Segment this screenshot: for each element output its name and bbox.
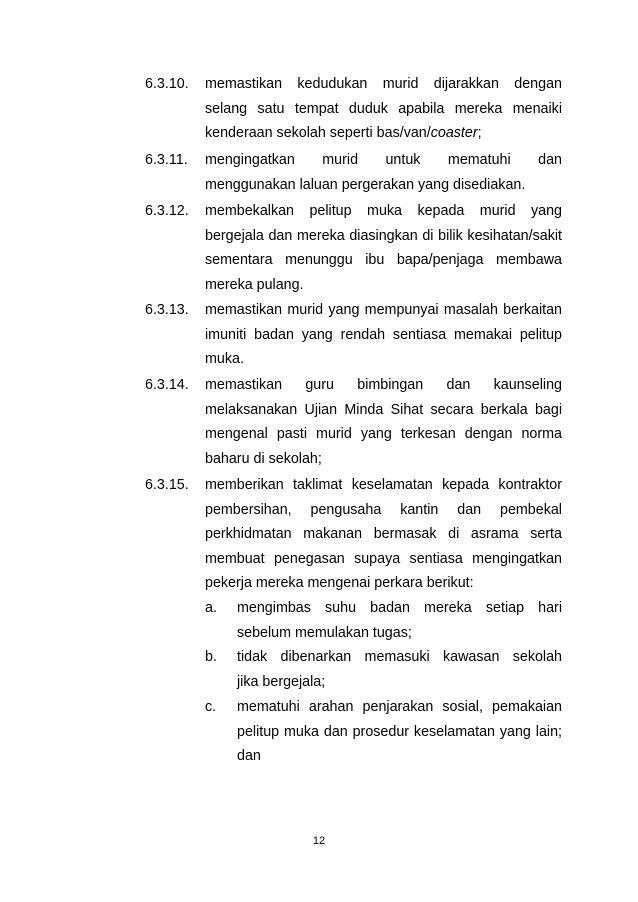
- sub-item-letter: a.: [205, 600, 217, 616]
- text-line: kenderaan sekolah seperti bas/van/coaster;: [205, 125, 482, 141]
- text-line: memastikan murid yang mempunyai masalah berkaitan: [205, 302, 562, 318]
- text-line: muka.: [205, 351, 244, 367]
- text-line: pelitup muka dan prosedur keselamatan yang lain;: [237, 723, 562, 740]
- text-line: memastikan guru bimbingan dan kaunseling: [205, 377, 562, 393]
- item-number: 6.3.14.: [145, 377, 189, 393]
- text-line: membuat penegasan supaya sentiasa mengingatkan: [205, 550, 562, 567]
- text-line: selang satu tempat duduk apabila mereka menaiki: [205, 100, 562, 117]
- text-line: mengenal pasti murid yang terkesan dengan norma: [205, 426, 562, 442]
- item-text: [205, 72, 562, 146]
- text-line: pembersihan, pengusaha kantin dan pembekal: [205, 501, 562, 518]
- item-number: 6.3.13.: [145, 302, 189, 318]
- item-text: [205, 298, 562, 372]
- text-line: pekerja mereka mengenai perkara berikut:: [205, 575, 474, 591]
- text-line: memastikan kedudukan murid dijarakkan dengan: [205, 76, 562, 92]
- text-line: melaksanakan Ujian Minda Sihat secara berkala bagi: [205, 401, 562, 418]
- text-line: menggunakan laluan pergerakan yang disediakan.: [205, 176, 526, 193]
- item-text: [205, 199, 562, 297]
- text-line: dan: [237, 748, 261, 764]
- text-line: membekalkan pelitup muka kepada murid yang: [205, 203, 562, 219]
- text-line: mereka pulang.: [205, 276, 304, 293]
- text-line: baharu di sekolah;: [205, 450, 322, 467]
- item-text: [205, 148, 562, 197]
- text-line: tidak dibenarkan memasuki kawasan sekolah: [237, 649, 562, 665]
- item-number: 6.3.15.: [145, 477, 189, 493]
- item-number: 6.3.12.: [145, 203, 189, 219]
- text-line: sementara menunggu ibu bapa/penjaga membawa: [205, 252, 562, 268]
- page-number: 12: [312, 835, 326, 847]
- text-line: imuniti badan yang rendah sentiasa memakai pelitup: [205, 326, 562, 343]
- sub-item-text: [237, 695, 562, 769]
- sub-item-letter: c.: [205, 699, 217, 715]
- text-line: memberikan taklimat keselamatan kepada kontraktor: [205, 477, 562, 493]
- text-line: bergejala dan mereka diasingkan di bilik kesihatan/sakit: [205, 227, 562, 244]
- sub-item-text: [237, 645, 562, 694]
- item-text: [205, 373, 562, 471]
- item-number: 6.3.11.: [145, 152, 188, 168]
- text-line: mengingatkan murid untuk mematuhi dan: [205, 152, 562, 168]
- italic-term: coaster: [430, 125, 478, 141]
- item-text: [205, 473, 562, 596]
- text-line: perkhidmatan makanan bermasak di asrama serta: [205, 526, 562, 542]
- text-line: sebelum memulakan tugas;: [237, 624, 412, 641]
- text-line: mengimbas suhu badan mereka setiap hari: [237, 600, 562, 616]
- item-number: 6.3.10.: [145, 76, 189, 92]
- text-line: mematuhi arahan penjarakan sosial, pemakaian: [237, 699, 562, 715]
- text-line: jika bergejala;: [237, 673, 326, 690]
- sub-item-text: [237, 596, 562, 645]
- sub-item-letter: b.: [205, 649, 217, 665]
